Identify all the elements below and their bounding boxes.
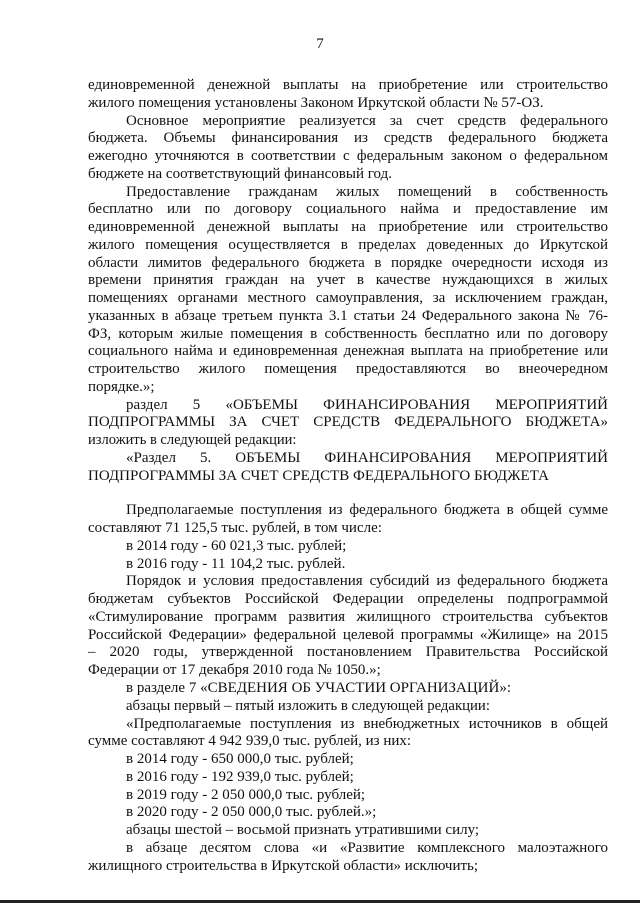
text-line: бюджетам субъектов Российской Федерации определены подпрограммой <box>88 591 608 607</box>
text-line: единовременной денежной выплаты на приобретение или строительство <box>88 77 608 93</box>
text-line: в абзаце десятом слова «и «Развитие комплексного малоэтажного <box>126 840 608 856</box>
text-line: «Стимулирование программ развития жилищного строительства субъектов <box>88 609 608 625</box>
text-line: Порядок и условия предоставления субсидий из федерального бюджета <box>126 573 608 589</box>
text-line: ежегодно уточняются в соответствии с федеральным законом о федеральном <box>88 148 608 164</box>
text-line: единовременной денежной выплаты на приобретение или строительство <box>88 219 608 235</box>
text-line: в 2020 году - 2 050 000,0 тыс. рублей.»; <box>126 804 377 820</box>
text-line: жилого помещения установлены Законом Иркутской области № 57-ОЗ. <box>88 95 544 111</box>
text-line: абзацы первый – пятый изложить в следующей редакции: <box>126 698 490 714</box>
text-line: ПОДПРОГРАММЫ ЗА СЧЕТ СРЕДСТВ ФЕДЕРАЛЬНОГО БЮДЖЕТА» <box>88 414 608 430</box>
text-line: порядке.»; <box>88 379 155 395</box>
text-line: Российской Федерации» федеральной целевой программы «Жилище» на 2015 <box>88 627 608 643</box>
text-line: – 2020 годы, утвержденной постановлением Правительства Российской <box>88 644 608 660</box>
text-line: жилищного строительства в Иркутской области» исключить; <box>88 858 479 874</box>
text-line: бюджете на соответствующий финансовый год. <box>88 166 392 182</box>
text-line: указанных в абзаце третьем пункта 3.1 статьи 24 Федерального закона № 76- <box>88 308 608 324</box>
text-line: времени принятия граждан на учет в качестве нуждающихся в жилых <box>88 272 608 288</box>
text-line: абзацы шестой – восьмой признать утратившими силу; <box>126 822 480 838</box>
text-line: помещениях органами местного самоуправления, за исключением граждан, <box>88 290 608 306</box>
text-line: ФЗ, которым жилые помещения в собственность бесплатно или по договору <box>88 326 608 342</box>
text-line: в 2016 году - 192 939,0 тыс. рублей; <box>126 769 354 785</box>
text-line: составляют 71 125,5 тыс. рублей, в том числе: <box>88 520 382 536</box>
text-line: строительство жилого помещения предоставляются во внеочередном <box>88 361 608 377</box>
text-line: в 2014 году - 60 021,3 тыс. рублей; <box>126 538 347 554</box>
text-line: ПОДПРОГРАММЫ ЗА СЧЕТ СРЕДСТВ ФЕДЕРАЛЬНОГО БЮДЖЕТА <box>88 468 549 484</box>
text-line: Предполагаемые поступления из федерального бюджета в общей сумме <box>126 502 608 518</box>
text-line: «Предполагаемые поступления из внебюджетных источников в общей <box>126 716 608 732</box>
text-line: бесплатно или по договору социального найма и предоставление им <box>88 201 608 217</box>
text-line: раздел 5 «ОБЪЕМЫ ФИНАНСИРОВАНИЯ МЕРОПРИЯТИЙ <box>126 397 608 413</box>
text-line: бюджета. Объемы финансирования из средств федерального бюджета <box>88 130 608 146</box>
text-line: изложить в следующей редакции: <box>88 432 297 448</box>
text-line: в разделе 7 «СВЕДЕНИЯ ОБ УЧАСТИИ ОРГАНИЗАЦИЙ»: <box>126 680 512 696</box>
text-line: «Раздел 5. ОБЪЕМЫ ФИНАНСИРОВАНИЯ МЕРОПРИЯТИЙ <box>126 450 608 466</box>
text-line: социального найма и единовременная денежная выплата на приобретение или <box>88 343 608 359</box>
text-line: области лимитов федерального бюджета в порядке очередности исходя из <box>88 255 608 271</box>
text-line: Предоставление гражданам жилых помещений в собственность <box>126 184 608 200</box>
text-line: Федерации от 17 декабря 2010 года № 1050.»; <box>88 662 381 678</box>
text-line: в 2016 году - 11 104,2 тыс. рублей. <box>126 556 346 572</box>
text-line: в 2019 году - 2 050 000,0 тыс. рублей; <box>126 787 366 803</box>
text-line: в 2014 году - 650 000,0 тыс. рублей; <box>126 751 354 767</box>
page-number: 7 <box>316 36 324 52</box>
text-line: Основное мероприятие реализуется за счет средств федерального <box>126 113 608 129</box>
bottom-rule <box>0 900 640 903</box>
text-line: сумме составляют 4 942 939,0 тыс. рублей, из них: <box>88 733 412 749</box>
text-line: жилого помещения осуществляется в пределах доведенных до Иркутской <box>88 237 608 253</box>
